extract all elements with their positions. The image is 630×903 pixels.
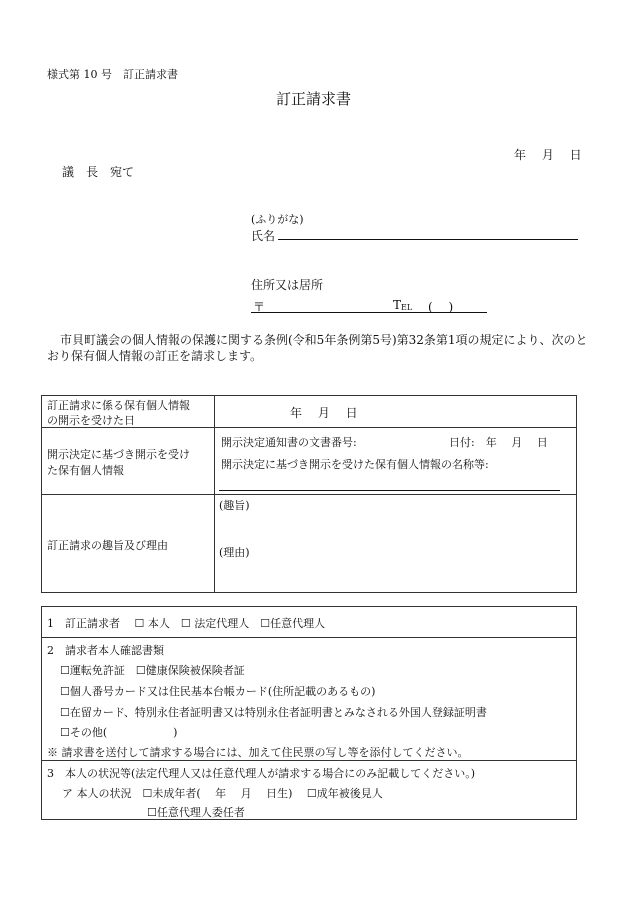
requester-type-row[interactable]: 1 訂正請求者 ☐ 本人 ☐ 法定代理人 ☐任意代理人 [47, 617, 326, 630]
tel-label [393, 298, 412, 312]
row2-info-name[interactable]: 開示決定に基づき開示を受けた保有個人情報の名称等: [221, 458, 489, 471]
name-label: 氏名 [251, 229, 276, 243]
body-line-2: おり保有個人情報の訂正を請求します。 [47, 349, 263, 363]
row3-purpose-label[interactable]: (趣旨) [219, 499, 250, 512]
row1-label-line2: の開示を受けた日 [47, 414, 135, 427]
tel-letter-t: T [393, 298, 402, 312]
name-field[interactable] [278, 239, 578, 240]
row1-label-line1: 訂正請求に係る保有個人情報 [47, 399, 190, 412]
tel-area-code: ( ) [428, 300, 454, 314]
request-table-row-line-2 [41, 494, 577, 495]
principal-status-title: 3 本人の状況等(法定代理人又は任意代理人が請求する場合にのみ記載してください。) [47, 767, 476, 780]
identity-doc-option-3[interactable]: ☐在留カード、特別永住者証明書又は特別永住者証明書とみなされる外国人登録証明書 [60, 706, 487, 719]
identity-documents-title: 2 請求者本人確認書類 [47, 644, 164, 657]
requester-table-line-2 [41, 760, 577, 761]
page-title: 訂正請求書 [276, 90, 352, 108]
row2-label-line2: た保有個人情報 [47, 464, 124, 477]
postal-mark: 〒 [253, 300, 266, 314]
furigana-label: (ふりがな) [251, 213, 304, 226]
identity-doc-option-1[interactable]: ☐運転免許証 ☐健康保険被保険者証 [60, 664, 245, 677]
identity-doc-note: ※ 請求書を送付して請求する場合には、加えて住民票の写し等を添付してください。 [47, 746, 469, 759]
principal-status-line-2[interactable]: ☐任意代理人委任者 [147, 806, 245, 819]
row3-label: 訂正請求の趣旨及び理由 [47, 539, 168, 552]
row2-date[interactable]: 日付: 年 月 日 [449, 436, 548, 449]
address-label: 住所又は居所 [251, 278, 324, 292]
row2-document-number[interactable]: 開示決定通知書の文書番号: [221, 436, 357, 449]
principal-status-line-1[interactable]: ア 本人の状況 ☐未成年者( 年 月 日生) ☐成年被後見人 [62, 787, 383, 800]
date-line: 年 月 日 [514, 148, 582, 162]
row2-label-line1: 開示決定に基づき開示を受け [47, 448, 190, 461]
tel-letters-el: EL [401, 303, 413, 312]
addressee: 議 長 宛て [62, 165, 135, 179]
identity-doc-option-4[interactable]: ☐その他( ) [60, 726, 178, 739]
identity-doc-option-2[interactable]: ☐個人番号カード又は住民基本台帳カード(住所記載のあるもの) [60, 685, 376, 698]
row1-date-value[interactable]: 年 月 日 [290, 406, 358, 420]
row3-reason-label[interactable]: (理由) [219, 546, 250, 559]
requester-table-line-1 [41, 637, 577, 638]
body-line-1: 市貝町議会の個人情報の保護に関する条例(令和5年条例第5号)第32条第1項の規定により、次のと [60, 333, 588, 347]
row2-info-name-line [219, 490, 560, 491]
form-number: 様式第 10 号 訂正請求書 [47, 68, 178, 81]
